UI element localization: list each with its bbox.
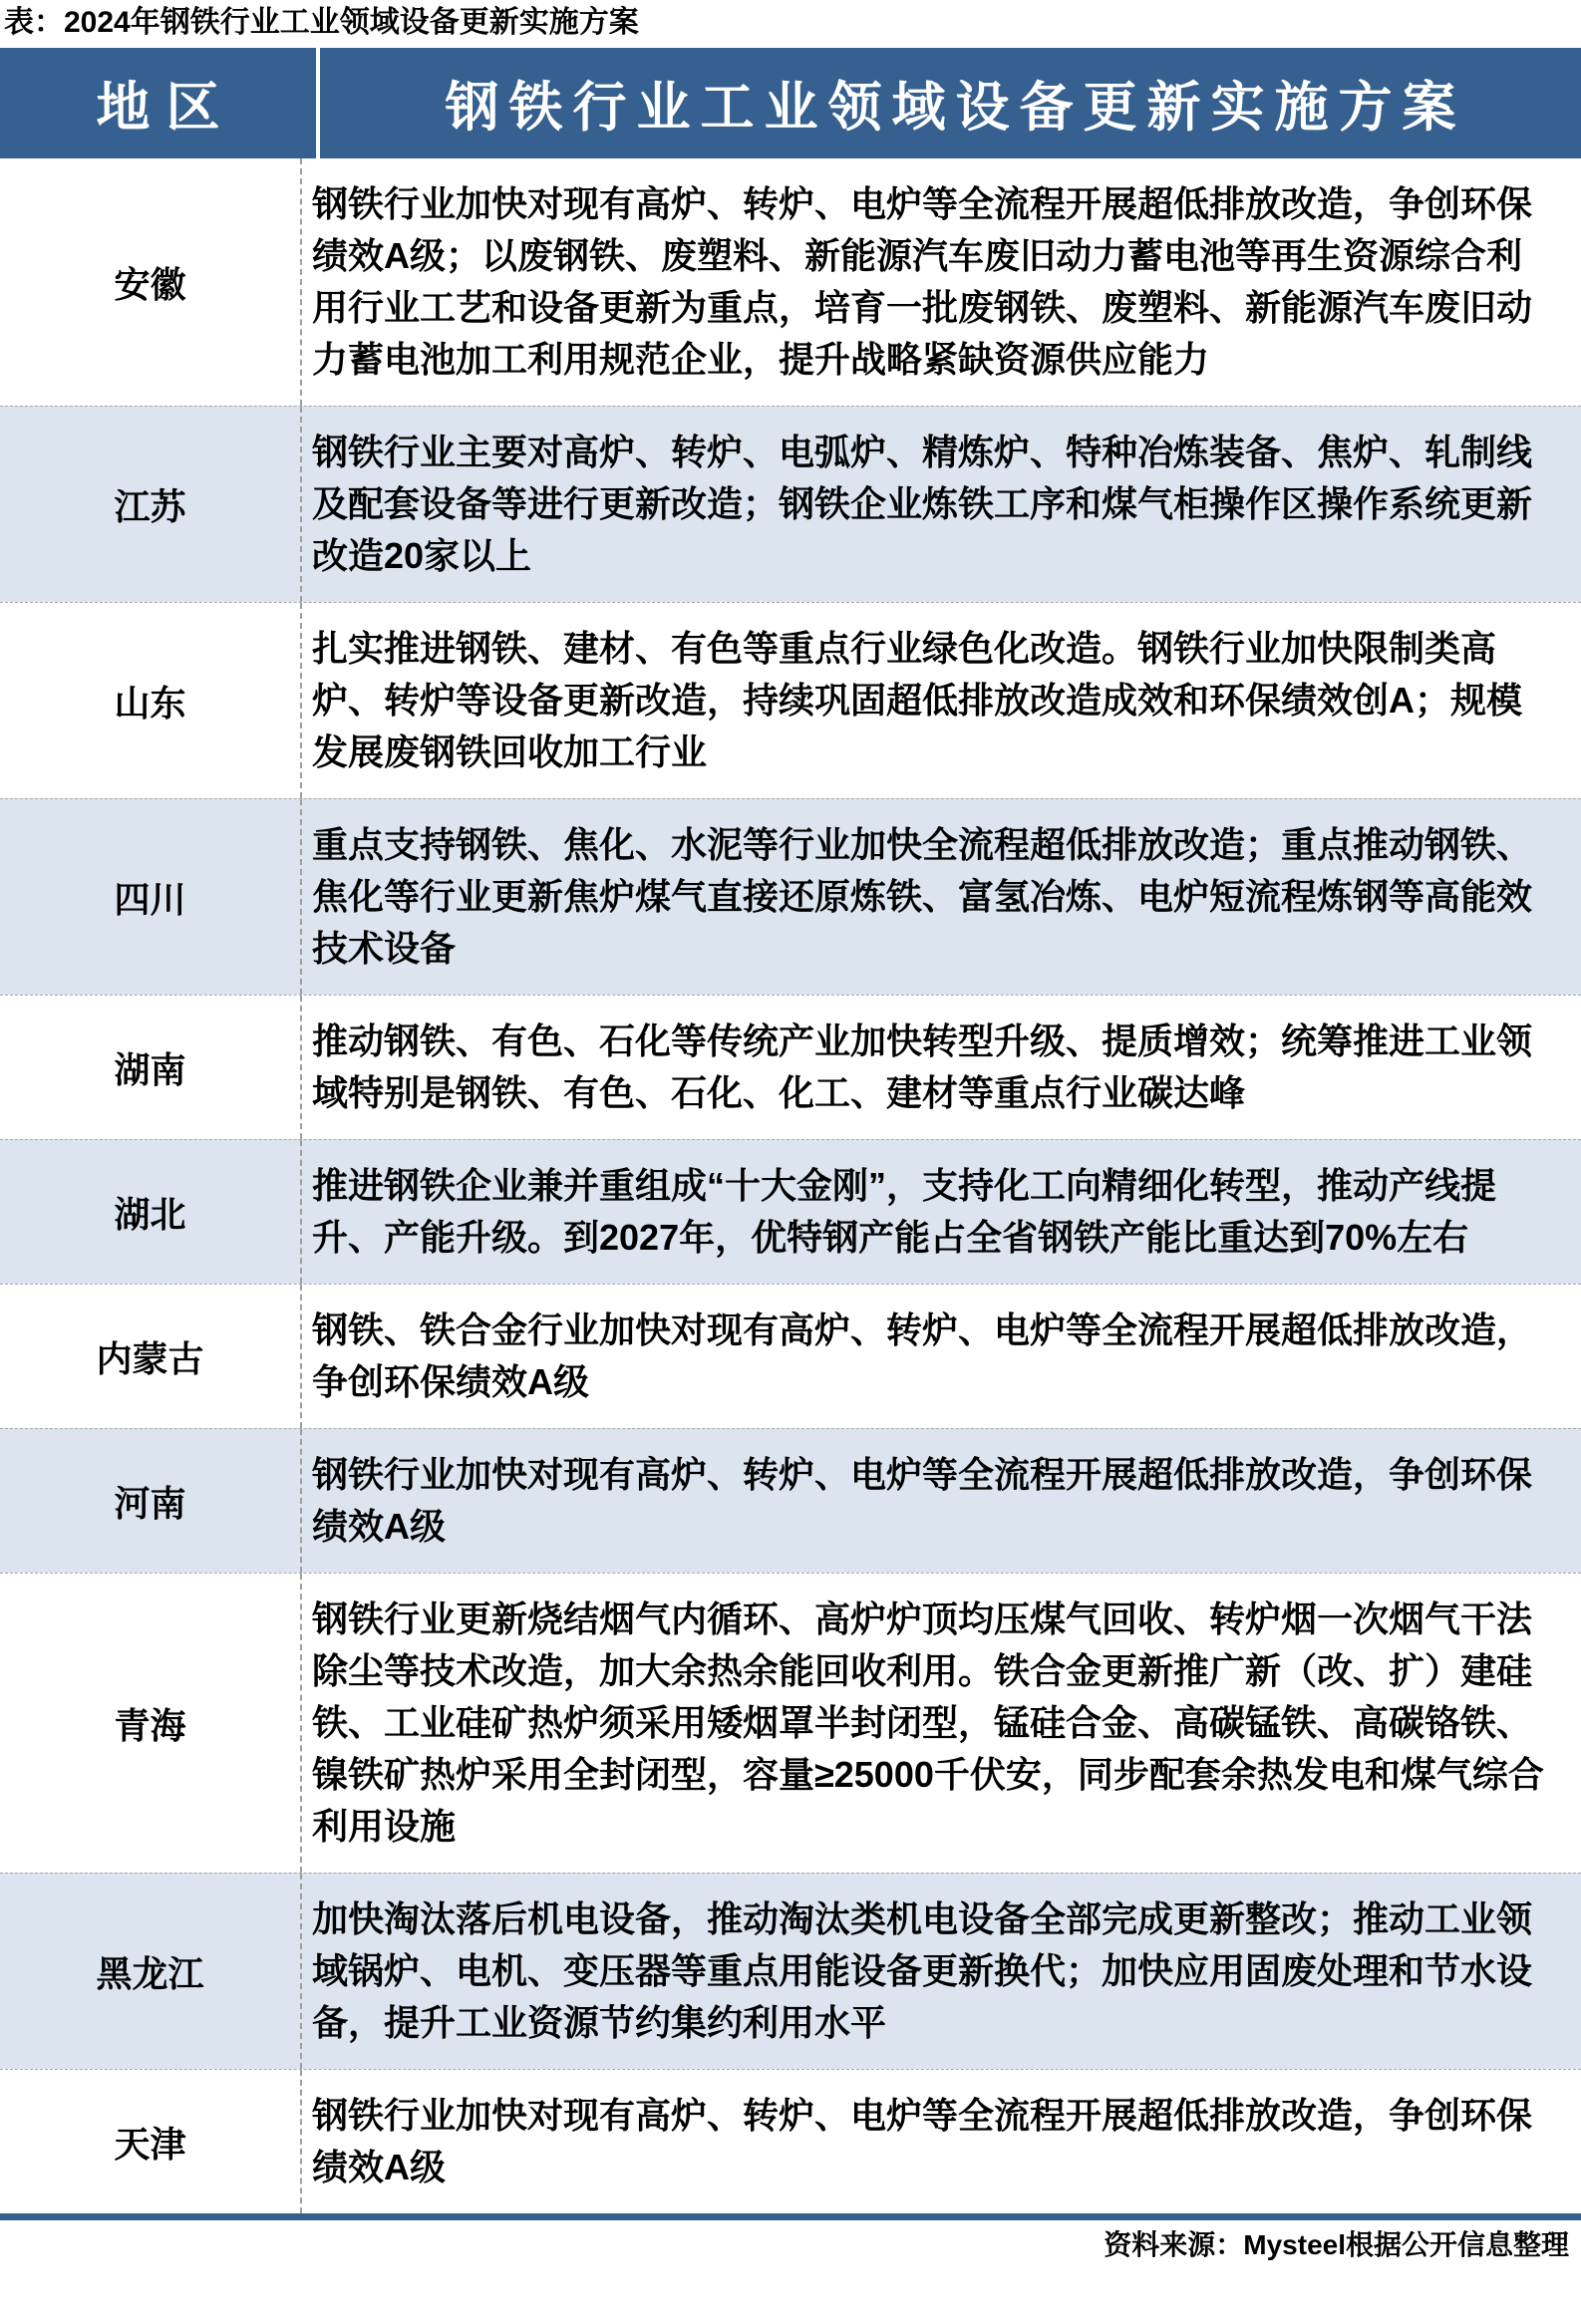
- region-cell: 山东: [0, 603, 302, 798]
- region-cell: 黑龙江: [0, 1874, 302, 2069]
- source-note: 资料来源：Mysteel根据公开信息整理: [1104, 2229, 1569, 2260]
- plan-cell: 加快淘汰落后机电设备，推动淘汰类机电设备全部完成更新整改；推动工业领域锅炉、电机、变压器等重点用能设备更新换代；加快应用固废处理和节水设备，提升工业资源节约集约利用水平: [312, 1898, 1533, 2043]
- region-cell: 青海: [0, 1574, 302, 1873]
- region-cell: 四川: [0, 799, 302, 995]
- region-cell: 江苏: [0, 407, 302, 602]
- plan-cell: 钢铁行业主要对高炉、转炉、电弧炉、精炼炉、特种冶炼装备、焦炉、轧制线及配套设备等进行更新改造；钢铁企业炼铁工序和煤气柜操作区操作系统更新改造20家以上: [312, 432, 1533, 576]
- table-row: [0, 1873, 1581, 2069]
- plan-cell: 钢铁行业更新烧结烟气内循环、高炉炉顶均压煤气回收、转炉烟一次烟气干法除尘等技术改造，加大余热余能回收利用。铁合金更新推广新（改、扩）建硅铁、工业硅矿热炉须采用矮烟罩半封闭型，锰硅合金、高碳锰铁、高碳铬铁、镍铁矿热炉采用全封闭型，容量≥25000千伏安，同步配套余热发电和煤气综合利用设施: [312, 1598, 1544, 1847]
- table-row: [0, 1573, 1581, 1873]
- table-body: [0, 158, 1581, 2213]
- region-cell: 河南: [0, 1429, 302, 1573]
- table-row: [0, 1428, 1581, 1573]
- region-cell: 安徽: [0, 158, 302, 406]
- table-row: [0, 798, 1581, 995]
- table-row: [0, 1284, 1581, 1428]
- bottom-accent-bar: [0, 2213, 1581, 2220]
- table-row: [0, 406, 1581, 602]
- plan-cell: 钢铁行业加快对现有高炉、转炉、电炉等全流程开展超低排放改造，争创环保绩效A级；以废钢铁、废塑料、新能源汽车废旧动力蓄电池等再生资源综合利用行业工艺和设备更新为重点，培育一批废钢铁、废塑料、新能源汽车废旧动力蓄电池加工利用规范企业，提升战略紧缺资源供应能力: [312, 183, 1533, 380]
- plan-cell: 推进钢铁企业兼并重组成“十大金刚”，支持化工向精细化转型，推动产线提升、产能升级。到2027年，优特钢产能占全省钢铁产能比重达到70%左右: [312, 1165, 1497, 1258]
- plan-cell: 推动钢铁、有色、石化等传统产业加快转型升级、提质增效；统筹推进工业领域特别是钢铁、有色、石化、化工、建材等重点行业碳达峰: [312, 1020, 1533, 1113]
- header-cell-region: 地区: [0, 48, 320, 158]
- table-row: [0, 1139, 1581, 1284]
- table-row: [0, 2069, 1581, 2213]
- plan-cell: 重点支持钢铁、焦化、水泥等行业加快全流程超低排放改造；重点推动钢铁、焦化等行业更新焦炉煤气直接还原炼铁、富氢冶炼、电炉短流程炼钢等高能效技术设备: [312, 824, 1533, 969]
- plan-cell: 钢铁、铁合金行业加快对现有高炉、转炉、电炉等全流程开展超低排放改造，争创环保绩效A级: [312, 1309, 1533, 1402]
- plan-cell: 钢铁行业加快对现有高炉、转炉、电炉等全流程开展超低排放改造，争创环保绩效A级: [312, 2095, 1533, 2187]
- plans-table: [0, 48, 1581, 2213]
- region-cell: 天津: [0, 2070, 302, 2213]
- plan-cell: 扎实推进钢铁、建材、有色等重点行业绿色化改造。钢铁行业加快限制类高炉、转炉等设备更新改造，持续巩固超低排放改造成效和环保绩效创A；规模发展废钢铁回收加工行业: [312, 628, 1522, 772]
- table-title: 表：2024年钢铁行业工业领域设备更新实施方案: [4, 6, 639, 39]
- header-cell-plan: 钢铁行业工业领域设备更新实施方案: [445, 78, 1466, 138]
- region-cell: 湖北: [0, 1140, 302, 1284]
- region-cell: 内蒙古: [0, 1285, 302, 1428]
- table-header-row: [0, 48, 1581, 158]
- table-row: [0, 602, 1581, 798]
- plan-cell: 钢铁行业加快对现有高炉、转炉、电炉等全流程开展超低排放改造，争创环保绩效A级: [312, 1454, 1533, 1547]
- table-row: [0, 158, 1581, 406]
- table-row: [0, 995, 1581, 1139]
- region-cell: 湖南: [0, 996, 302, 1139]
